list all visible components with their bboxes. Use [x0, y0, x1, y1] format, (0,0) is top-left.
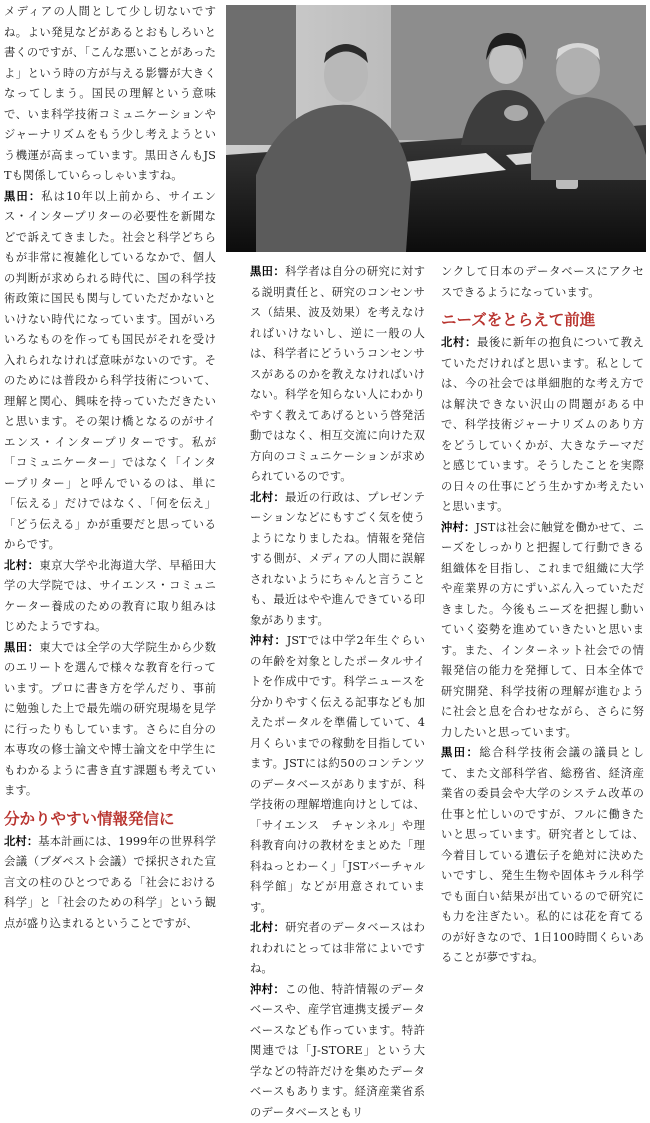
paragraph	[250, 262, 425, 488]
paragraph-text: この他、特許情報のデータベースや、産学官連携支援データベースなども作っています。特許関連では「J-STORE」という大学などの特許だけを集めたデータベースもあります。経済産業省系のデータベースともリ	[250, 983, 425, 1119]
paragraph	[250, 488, 425, 632]
paragraph	[250, 918, 425, 980]
paragraph-text: 研究者のデータベースはわれわれにとっては非常によいですね。	[250, 921, 425, 975]
speaker-label: 黒田：	[250, 265, 285, 278]
speaker-label: 沖村：	[250, 983, 285, 996]
paragraph-text: 科学者は自分の研究に対する説明責任と、研究のコンセンサス（結果、波及効果）を考えなければいけないし、逆に一般の人は、科学者にどういうコンセンサスがあるのかを教えなければいけない。科学を知らない人にわかりやすく教えてあげるという啓発活動ではなく、相互交流に向けた双方向のコミュニケーションが求められているのです。	[250, 265, 425, 483]
paragraph-text: JSTは社会に触覚を働かせて、ニーズをしっかりと把握して行動できる組織体を目指し、これまで組織に大学や産業界の方にずいぶん入っていただきました。今後もニーズを把握し動いていく姿勢を進めていきたいと思います。また、インターネット社会での情報発信の能力を発揮して、日本全体で研究開発、科学技術の理解が進むように社会と息を合わせながら、さらに努力したいと思っています。	[441, 521, 644, 739]
article-column-3	[441, 262, 644, 969]
article-column-2	[250, 262, 425, 1123]
paragraph	[4, 556, 216, 638]
paragraph	[250, 631, 425, 918]
speaker-label: 北村：	[250, 491, 285, 504]
paragraph-text: 最後に新年の抱負について教えていただければと思います。私としては、今の社会では単細胞的な考え方では解決できない沢山の問題がある中で、科学技術ジャーナリズムのあり方をどうしていくかが、大きなテーマだと感じています。そうしたことを実際の日々の仕事にどう生かすか考えたいと思います。	[441, 336, 644, 513]
paragraph	[441, 262, 644, 303]
paragraph	[4, 187, 216, 556]
speaker-label: 黒田：	[4, 641, 39, 654]
speaker-label: 北村：	[250, 921, 285, 934]
paragraph	[250, 980, 425, 1123]
article-column-1	[4, 2, 216, 934]
interview-photo	[226, 5, 646, 252]
speaker-label: 北村：	[4, 835, 38, 848]
speaker-label: 北村：	[4, 559, 39, 572]
paragraph	[4, 832, 216, 935]
paragraph-text: ンクして日本のデータベースにアクセスできるようになっています。	[441, 265, 644, 299]
speaker-label: 黒田：	[4, 190, 41, 203]
section-heading: ニーズをとらえて前進	[441, 309, 644, 331]
paragraph-text: 東京大学や北海道大学、早稲田大学の大学院では、サイエンス・コミュニケーター養成のための教育に取り組みはじめたようですね。	[4, 559, 216, 634]
speaker-label: 沖村：	[441, 521, 475, 534]
paragraph-text: 最近の行政は、プレゼンテーションなどにもすごく気を使うようになりましたね。情報を発信する側が、メディアの人間に誤解されないようにちゃんと言うことも、最近はやや進んできている印象があります。	[250, 491, 425, 627]
paragraph	[441, 333, 644, 518]
paragraph-text: 基本計画には、1999年の世界科学会議（ブダペスト会議）で採択された宣言文の柱のひとつである「社会における科学」と「社会のための科学」という観点が盛り込まれるということですが、	[4, 835, 216, 930]
paragraph	[4, 638, 216, 802]
speaker-label: 黒田：	[441, 746, 479, 759]
paragraph	[4, 2, 216, 187]
section-heading: 分かりやすい情報発信に	[4, 808, 216, 830]
paragraph	[441, 518, 644, 744]
paragraph-text: 東大では全学の大学院生から少数のエリートを選んで様々な教育を行っています。プロに書き方を学んだり、事前に勉強した上で最先端の研究現場を見学に行ったりもしています。さらに自分の本専攻の修士論文や博士論文を中学生にもわかるように書き直す課題も考えています。	[4, 641, 216, 798]
paragraph	[441, 743, 644, 969]
paragraph-text: 私は10年以上前から、サイエンス・インタープリターの必要性を新聞などで訴えてきました。社会と科学どちらもが非常に複雑化しているなかで、個人の判断が求められる時代に、国の科学技術政策に国民も関与していただかないといけない時代になっています。国がいろいろなものを作っても国民がそれを受け入れられなければ意味がないのです。そのためには普段から科学技術について、理解と関心、興味を持っていただきたいと思います。その架け橋となるのがサイエンス・インタープリターです。私が「コミュニケーター」ではなく「インタープリター」と呼んでいるのは、単に「伝える」だけではなく、「何を伝え」「どう伝える」かが重要だと思っているからです。	[4, 190, 216, 552]
speaker-label: 沖村：	[250, 634, 287, 647]
speaker-label: 北村：	[441, 336, 477, 349]
paragraph-text: JSTでは中学2年生ぐらいの年齢を対象としたポータルサイトを作成中です。科学ニュースを分かりやすく伝える記事なども加えたポータルを準備していて、4月くらいまでの稼動を目指しています。JSTには約50のコンテンツのデータベースがありますが、科学技術の理解増進向けとしては、「サイエンス チャンネル」や理科教育向けの教材をまとめた「理科ねっとわーく」「JSTバーチャル科学館」などが用意されています。	[250, 634, 425, 914]
paragraph-text: メディアの人間として少し切ないですね。よい発見などがあるとおもしろいと書くのですが、「こんな悪いことがあったよ」という時の方が与える影響が大きくなってしまう。国民の理解という意味で、いま科学技術コミュニケーションやジャーナリズムをもう少し考えようという機運が高まっています。黒田さんもJSTも関係していらっしゃいますね。	[4, 5, 216, 182]
paragraph-text: 総合科学技術会議の議員として、また文部科学省、総務省、経済産業省の委員会や大学のシステム改革の仕事と忙しいのですが、フルに働きたいと思っています。研究者としては、今着目している遺伝子を絶対に決めたいですし、発生生物や固体キラル科学でも面白い結果が出ているので研究にも力を注ぎたい。私的には花を育てるのが好きなので、1日100時間くらいあることが夢ですね。	[441, 746, 644, 964]
